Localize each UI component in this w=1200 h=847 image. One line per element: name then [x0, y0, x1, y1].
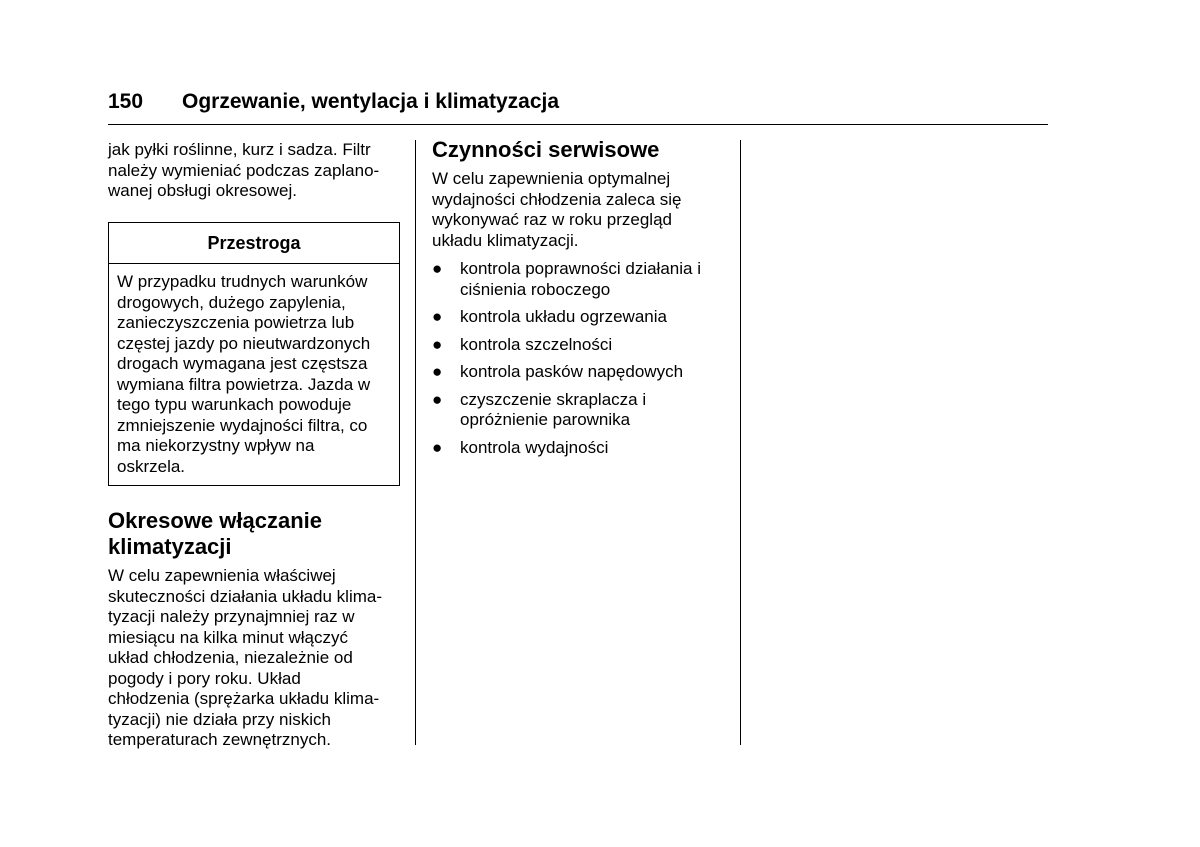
intro-paragraph: jak pyłki roślinne, kurz i sadza. Filtr należy wymieniać podczas zaplano- wanej obsługi okresowej.	[108, 140, 380, 200]
list-item-text: kontrola wydajności	[460, 437, 609, 457]
bullet-icon: ●	[432, 334, 443, 354]
service-intro: W celu zapewnienia optymalnej wydajności chłodzenia zaleca się wykonywać raz w roku przegląd układu klimatyzacji.	[432, 169, 682, 250]
list-item-text: czyszczenie skraplacza i opróżnienie parownika	[460, 389, 647, 429]
section-heading-periodic-ac: Okresowe włączanie klimatyzacji	[108, 508, 322, 559]
bullet-icon: ●	[432, 437, 443, 457]
list-item	[432, 307, 732, 328]
column-divider-2	[740, 140, 741, 745]
list-item-text: kontrola pasków napędowych	[460, 362, 684, 381]
bullet-icon: ●	[432, 259, 443, 278]
caution-body: W przypadku trudnych warunków drogowych, dużego zapylenia, zanieczyszczenia powietrza lub częstej jazdy po nieutwardzonych drogach wymagana jest częstsza wymiana filtra powietrza. Jazda w tego typu warunkach powoduje zmniejszenie wydajności filtra, co ma niekorzystny wpływ na oskrzela.	[117, 272, 371, 476]
list-item	[432, 438, 732, 459]
list-item-text: kontrola szczelności	[460, 334, 613, 354]
service-list	[432, 259, 732, 458]
bullet-icon: ●	[432, 389, 443, 409]
left-column	[108, 140, 400, 751]
bullet-icon: ●	[432, 362, 443, 381]
middle-column	[432, 137, 732, 465]
bullet-icon: ●	[432, 307, 443, 326]
page-header	[108, 88, 1048, 125]
list-item-text: kontrola poprawności działania i ciśnienia roboczego	[460, 259, 701, 299]
section-body-periodic-ac: W celu zapewnienia właściwej skuteczności działania układu klima- tyzacji należy przynajmniej raz w miesiącu na kilka minut włączyć układ chłodzenia, niezależnie od pogody i pory roku. Układ chłodzenia (sprężarka układu klima- tyzacji) nie działa przy niskich temperaturach zewnętrznych.	[108, 566, 383, 749]
caution-box	[108, 222, 400, 487]
chapter-title: Ogrzewanie, wentylacja i klimatyzacja	[182, 90, 560, 113]
caution-title: Przestroga	[109, 223, 399, 265]
list-item-text: kontrola układu ogrzewania	[460, 307, 667, 326]
list-item	[432, 259, 732, 300]
page-number: 150	[108, 90, 144, 113]
list-item	[432, 335, 732, 356]
list-item	[432, 362, 732, 383]
column-divider-1	[415, 140, 416, 745]
section-heading-service: Czynności serwisowe	[432, 137, 660, 162]
list-item	[432, 390, 732, 431]
